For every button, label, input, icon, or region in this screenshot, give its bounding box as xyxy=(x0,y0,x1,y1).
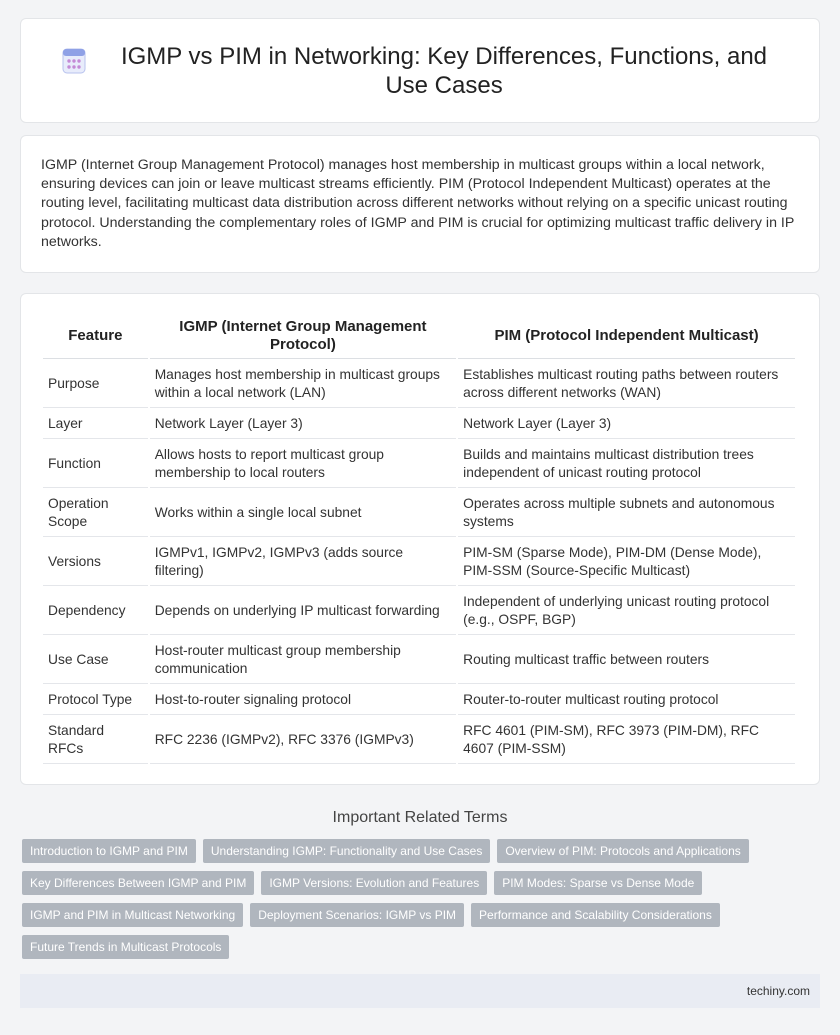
footer-brand[interactable]: techiny.com xyxy=(746,984,810,999)
feature-cell: Operation Scope xyxy=(43,490,148,537)
related-term-tag[interactable]: Introduction to IGMP and PIM xyxy=(22,839,196,863)
igmp-cell: RFC 2236 (IGMPv2), RFC 3376 (IGMPv3) xyxy=(150,717,456,764)
related-term-tag[interactable]: IGMP Versions: Evolution and Features xyxy=(261,871,487,895)
related-term-tag[interactable]: Overview of PIM: Protocols and Applications xyxy=(497,839,748,863)
pim-cell: Network Layer (Layer 3) xyxy=(458,410,795,439)
intro-paragraph: IGMP (Internet Group Management Protocol) manages host membership in multicast groups within a local network, ensuring devices can join or leave multicast streams efficiently. PIM (Protocol Independent Multicast) operates at the routing level, facilitating multicast data distribution across different networks without relying on a specific unicast routing protocol. Understanding the complementary roles of IGMP and PIM is crucial for optimizing multicast traffic delivery in IP networks. xyxy=(41,157,795,250)
footer xyxy=(20,974,820,1008)
igmp-cell: Network Layer (Layer 3) xyxy=(150,410,456,439)
table-row xyxy=(43,539,795,586)
header-igmp: IGMP (Internet Group Management Protocol) xyxy=(150,314,456,359)
calculator-icon xyxy=(61,48,87,74)
table-row xyxy=(43,490,795,537)
table-header-row xyxy=(43,314,795,359)
igmp-cell: IGMPv1, IGMPv2, IGMPv3 (adds source filtering) xyxy=(150,539,456,586)
igmp-cell: Host-to-router signaling protocol xyxy=(150,686,456,715)
pim-cell: Router-to-router multicast routing protocol xyxy=(458,686,795,715)
igmp-cell: Allows hosts to report multicast group membership to local routers xyxy=(150,441,456,488)
igmp-cell: Depends on underlying IP multicast forwarding xyxy=(150,588,456,635)
table-row xyxy=(43,717,795,764)
feature-cell: Standard RFCs xyxy=(43,717,148,764)
igmp-cell: Works within a single local subnet xyxy=(150,490,456,537)
comparison-table xyxy=(41,312,797,766)
igmp-cell: Manages host membership in multicast groups within a local network (LAN) xyxy=(150,361,456,408)
pim-cell: Routing multicast traffic between routers xyxy=(458,637,795,684)
pim-cell: Builds and maintains multicast distribution trees independent of unicast routing protocol xyxy=(458,441,795,488)
feature-cell: Purpose xyxy=(43,361,148,408)
feature-cell: Function xyxy=(43,441,148,488)
pim-cell: Establishes multicast routing paths between routers across different networks (WAN) xyxy=(458,361,795,408)
related-term-tag[interactable]: PIM Modes: Sparse vs Dense Mode xyxy=(494,871,702,895)
related-term-tag[interactable]: Key Differences Between IGMP and PIM xyxy=(22,871,254,895)
feature-cell: Dependency xyxy=(43,588,148,635)
title-wrap xyxy=(61,42,779,100)
related-term-tag[interactable]: Deployment Scenarios: IGMP vs PIM xyxy=(250,903,464,927)
related-terms-list xyxy=(22,839,820,967)
feature-cell: Protocol Type xyxy=(43,686,148,715)
igmp-cell: Host-router multicast group membership communication xyxy=(150,637,456,684)
page-title: IGMP vs PIM in Networking: Key Differences, Functions, and Use Cases xyxy=(120,42,768,99)
pim-cell: Operates across multiple subnets and autonomous systems xyxy=(458,490,795,537)
table-row xyxy=(43,637,795,684)
header-feature: Feature xyxy=(43,314,148,359)
table-row xyxy=(43,588,795,635)
table-row xyxy=(43,686,795,715)
feature-cell: Versions xyxy=(43,539,148,586)
related-term-tag[interactable]: Performance and Scalability Considerations xyxy=(471,903,720,927)
related-terms-title: Important Related Terms xyxy=(332,809,508,827)
header-pim: PIM (Protocol Independent Multicast) xyxy=(458,314,795,359)
pim-cell: RFC 4601 (PIM-SM), RFC 3973 (PIM-DM), RFC 4607 (PIM-SSM) xyxy=(458,717,795,764)
pim-cell: Independent of underlying unicast routing protocol (e.g., OSPF, BGP) xyxy=(458,588,795,635)
title-card xyxy=(20,18,820,123)
feature-cell: Use Case xyxy=(43,637,148,684)
intro-card xyxy=(20,135,820,273)
feature-cell: Layer xyxy=(43,410,148,439)
table-row xyxy=(43,361,795,408)
comparison-card xyxy=(20,293,820,785)
pim-cell: PIM-SM (Sparse Mode), PIM-DM (Dense Mode), PIM-SSM (Source-Specific Multicast) xyxy=(458,539,795,586)
related-term-tag[interactable]: IGMP and PIM in Multicast Networking xyxy=(22,903,243,927)
related-term-tag[interactable]: Future Trends in Multicast Protocols xyxy=(22,935,229,959)
table-row xyxy=(43,441,795,488)
related-term-tag[interactable]: Understanding IGMP: Functionality and Use Cases xyxy=(203,839,490,863)
table-row xyxy=(43,410,795,439)
